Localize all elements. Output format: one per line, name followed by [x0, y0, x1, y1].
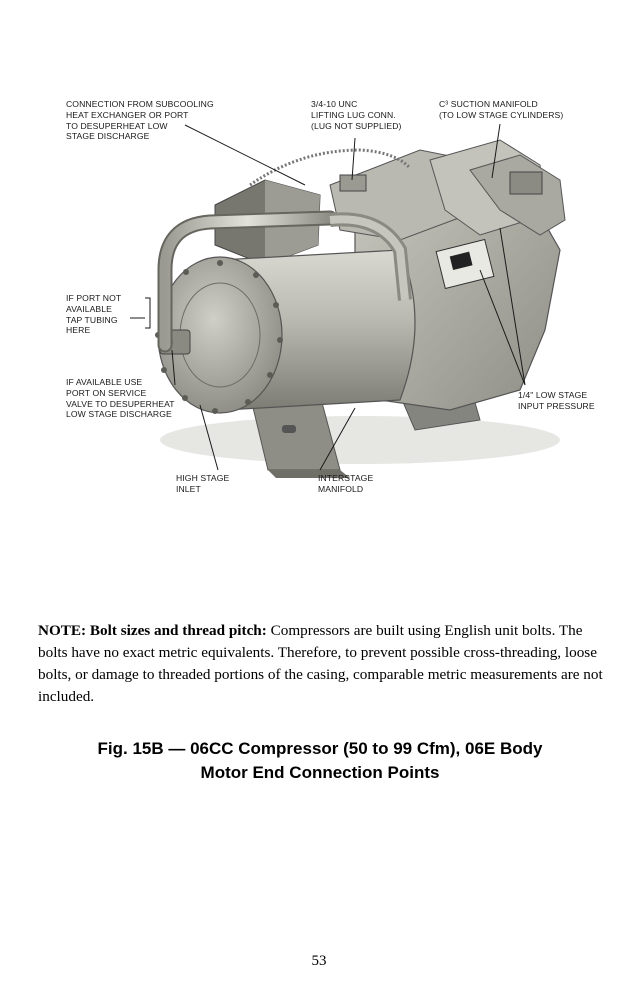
caption-line-1: Fig. 15B — 06CC Compressor (50 to 99 Cfm), 06E Body — [97, 739, 543, 758]
manifold-flange — [510, 172, 542, 194]
floor-shadow — [160, 416, 560, 464]
bolt-size-note — [38, 620, 608, 708]
label-tap-tubing: IF PORT NOT AVAILABLE TAP TUBING HERE — [66, 293, 122, 336]
label-lifting-lug: 3/4-10 UNC LIFTING LUG CONN. (LUG NOT SUPPLIED) — [311, 99, 402, 131]
figure-caption — [40, 737, 600, 785]
note-body: Compressors are built using English unit bolts. The bolts have no exact metric equivalents. Therefore, to prevent possible cross-threading, loose bolts, or damage to threaded portions of the casing, comparable metric measurements are not included. — [38, 622, 603, 705]
label-interstage-manifold: INTERSTAGE MANIFOLD — [318, 473, 374, 494]
note-heading: NOTE: Bolt sizes and thread pitch: — [38, 622, 267, 639]
lifting-lug-boss — [340, 175, 366, 191]
caption-line-2: Motor End Connection Points — [200, 763, 440, 782]
label-low-stage-pressure: 1/4" LOW STAGE INPUT PRESSURE — [518, 390, 595, 411]
label-suction-manifold: C³ SUCTION MANIFOLD (TO LOW STAGE CYLINDERS) — [439, 99, 564, 120]
label-subcooling-connection: CONNECTION FROM SUBCOOLING HEAT EXCHANGER OR PORT TO DESUPERHEAT LOW STAGE DISCHARGE — [66, 99, 214, 142]
foot-bolt-hole — [282, 425, 296, 433]
label-high-stage-inlet: HIGH STAGE INLET — [176, 473, 230, 494]
page-number: 53 — [311, 953, 327, 969]
label-service-valve: IF AVAILABLE USE PORT ON SERVICE VALVE TO DESUPERHEAT LOW STAGE DISCHARGE — [66, 377, 175, 420]
